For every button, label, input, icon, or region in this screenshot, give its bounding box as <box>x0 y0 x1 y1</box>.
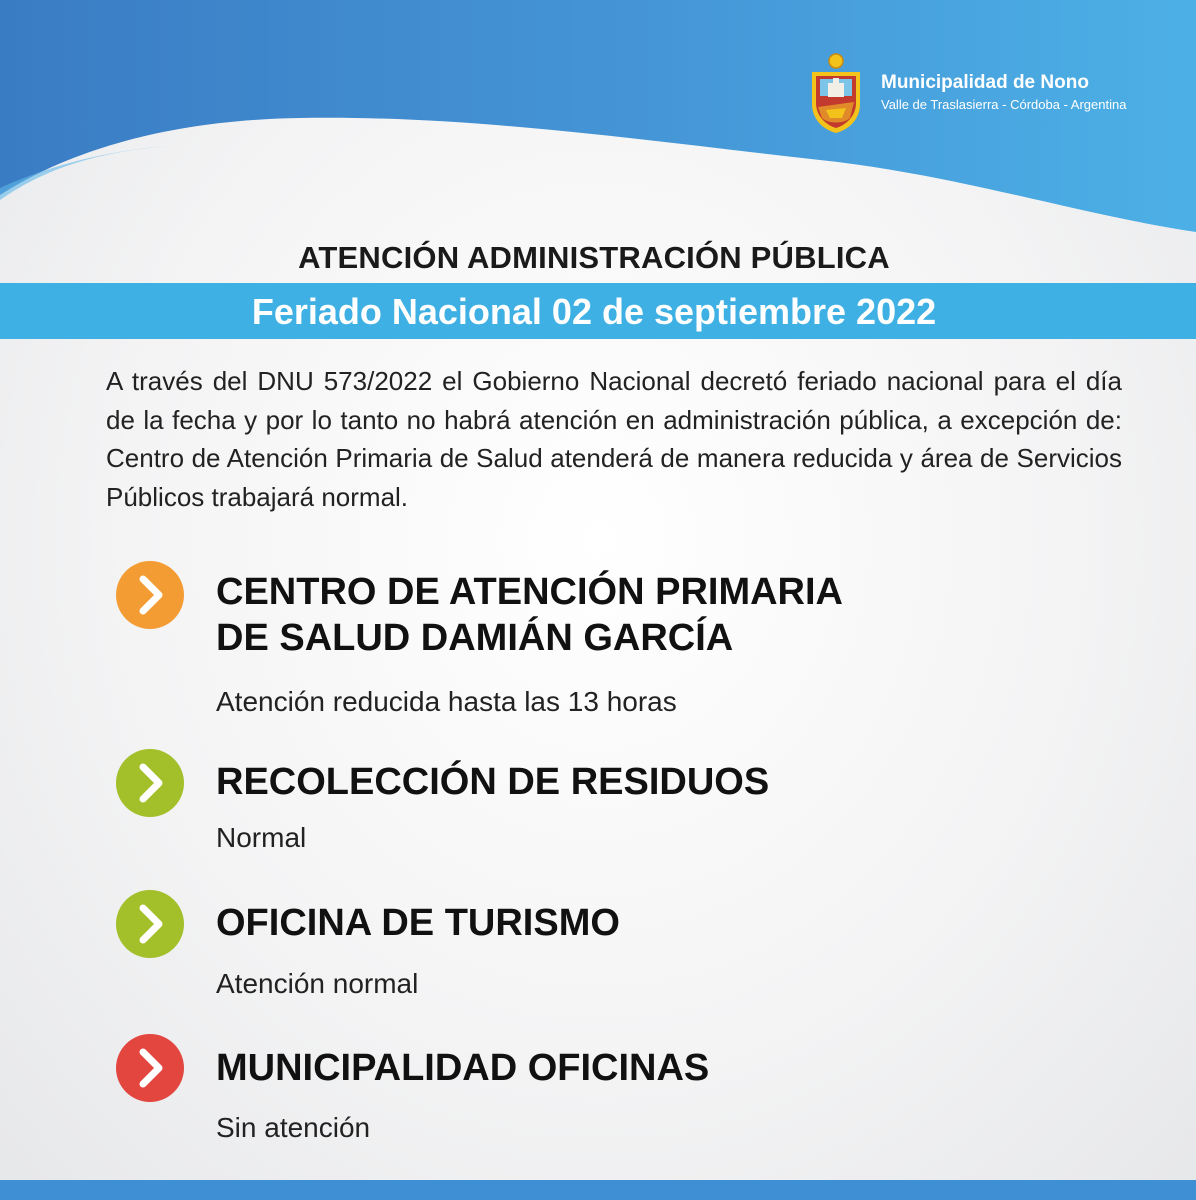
org-location: Valle de Traslasierra - Córdoba - Argentina <box>881 97 1127 112</box>
item-detail: Normal <box>216 822 307 853</box>
footer-bar <box>0 1180 1196 1200</box>
org-name: Municipalidad de Nono <box>881 72 1089 93</box>
chevron-right-icon <box>116 749 184 817</box>
item-title-line-1: CENTRO DE ATENCIÓN PRIMARIA <box>216 571 843 613</box>
item-title: OFICINA DE TURISMO <box>216 902 620 944</box>
intro-paragraph: A través del DNU 573/2022 el Gobierno Nacional decretó feriado nacional para el día de la fecha y por lo tanto no habrá atención en administración pública, a excepción de: Centro de Atención Primaria de Salud atenderá de manera reducida y área de Servicios Públicos trabajará normal. <box>106 366 1122 512</box>
item-title: RECOLECCIÓN DE RESIDUOS <box>216 761 770 803</box>
item-detail: Sin atención <box>216 1112 371 1143</box>
chevron-right-icon <box>116 561 184 629</box>
header-wave <box>0 0 1196 240</box>
item-detail: Atención reducida hasta las 13 horas <box>216 686 677 717</box>
item-title: MUNICIPALIDAD OFICINAS <box>216 1047 710 1089</box>
chevron-right-icon <box>116 890 184 958</box>
holiday-banner-text: Feriado Nacional 02 de septiembre 2022 <box>251 291 937 332</box>
item-title-line-2: DE SALUD DAMIÁN GARCÍA <box>216 617 734 659</box>
item-detail: Atención normal <box>216 968 419 999</box>
page-title: ATENCIÓN ADMINISTRACIÓN PÚBLICA <box>298 240 890 275</box>
chevron-right-icon <box>116 1034 184 1102</box>
coat-of-arms-icon <box>806 52 866 134</box>
